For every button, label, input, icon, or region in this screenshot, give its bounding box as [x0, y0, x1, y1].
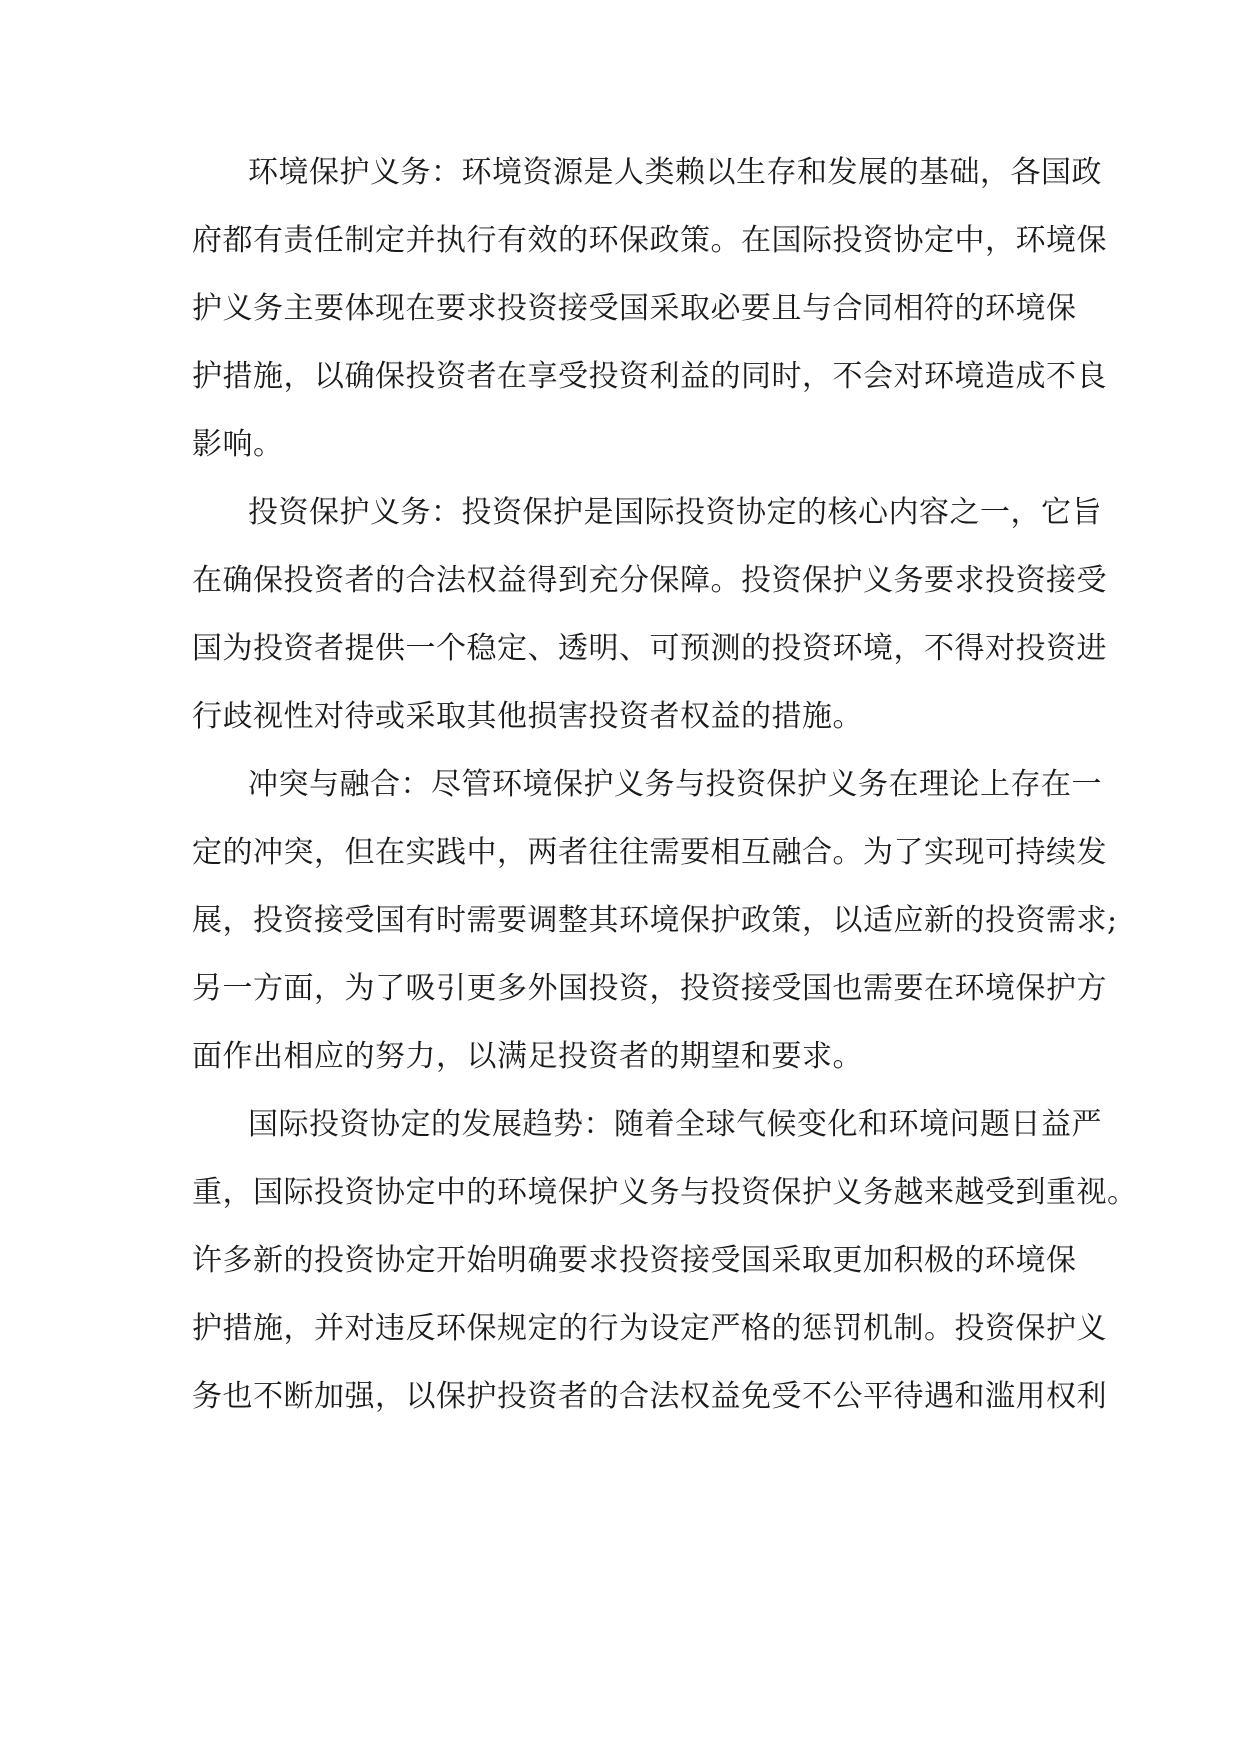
paragraph-2-line-4: 行歧视性对待或采取其他损害投资者权益的措施。	[192, 699, 863, 734]
paragraph-3-line-3: 展，投资接受国有时需要调整其环境保护政策，以适应新的投资需求;	[192, 903, 1118, 938]
paragraph-3-line-2: 定的冲突，但在实践中，两者往往需要相互融合。为了实现可持续发	[192, 835, 1107, 870]
paragraph-4-line-2: 重，国际投资协定中的环境保护义务与投资保护义务越来越受到重视。	[192, 1175, 1138, 1210]
paragraph-3-line-5: 面作出相应的努力，以满足投资者的期望和要求。	[192, 1039, 863, 1074]
paragraph-4-line-3: 许多新的投资协定开始明确要求投资接受国采取更加积极的环境保	[192, 1243, 1077, 1278]
paragraph-2-line-3: 国为投资者提供一个稳定、透明、可预测的投资环境，不得对投资进	[192, 631, 1107, 666]
paragraph-3-line-1: 冲突与融合：尽管环境保护义务与投资保护义务在理论上存在一	[248, 767, 1102, 802]
paragraph-2-line-1: 投资保护义务：投资保护是国际投资协定的核心内容之一，它旨	[248, 495, 1102, 530]
paragraph-1-line-4: 护措施，以确保投资者在享受投资利益的同时，不会对环境造成不良	[192, 359, 1107, 394]
paragraph-1-line-2: 府都有责任制定并执行有效的环保政策。在国际投资协定中，环境保	[192, 223, 1107, 258]
paragraph-1-line-1: 环境保护义务：环境资源是人类赖以生存和发展的基础，各国政	[248, 155, 1102, 190]
paragraph-4-line-4: 护措施，并对违反环保规定的行为设定严格的惩罚机制。投资保护义	[192, 1311, 1107, 1346]
paragraph-1-line-3: 护义务主要体现在要求投资接受国采取必要且与合同相符的环境保	[192, 291, 1077, 326]
paragraph-4-line-5: 务也不断加强，以保护投资者的合法权益免受不公平待遇和滥用权利	[192, 1379, 1107, 1414]
paragraph-1-line-5: 影响。	[192, 427, 284, 462]
paragraph-2-line-2: 在确保投资者的合法权益得到充分保障。投资保护义务要求投资接受	[192, 563, 1107, 598]
paragraph-3-line-4: 另一方面，为了吸引更多外国投资，投资接受国也需要在环境保护方	[192, 971, 1107, 1006]
paragraph-4-line-1: 国际投资协定的发展趋势：随着全球气候变化和环境问题日益严	[248, 1107, 1102, 1142]
